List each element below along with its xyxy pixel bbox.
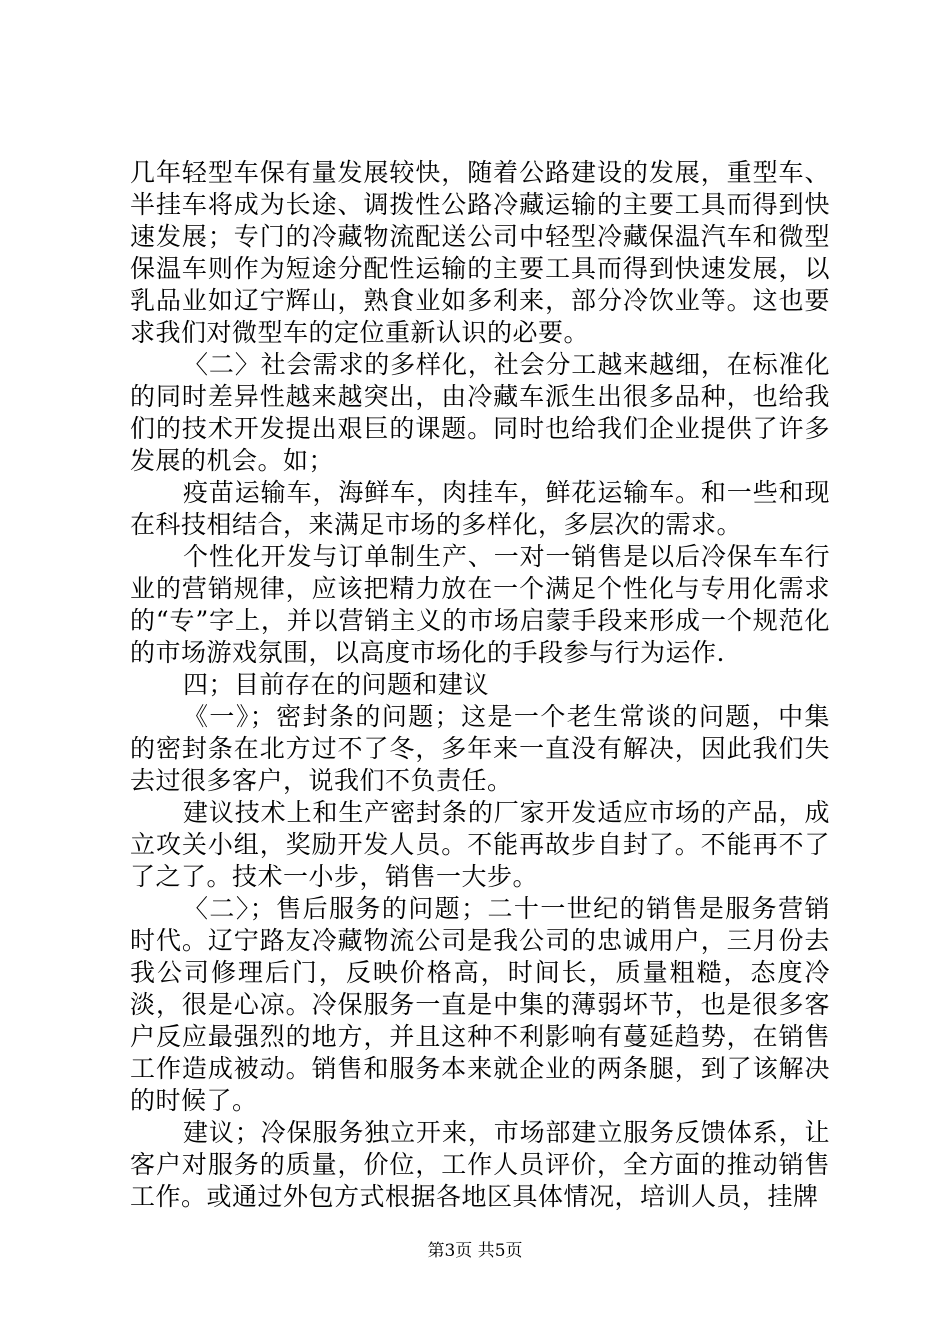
paragraph-6: 《一》；密封条的问题；这是一个老生常谈的问题，中集的密封条在北方过不了冬，多年来一直没有解决，因此我们失去过很多客户，说我们不负责任。 <box>130 702 830 795</box>
paragraph-2: 〈二〉社会需求的多样化，社会分工越来越细，在标准化的同时差异性越来越突出，由冷藏车派生出很多品种，也给我们的技术开发提出艰巨的课题。同时也给我们企业提供了许多发展的机会。如； <box>130 350 830 475</box>
paragraph-9: 建议；冷保服务独立开来，市场部建立服务反馈体系，让客户对服务的质量，价位，工作人员评价，全方面的推动销售工作。或通过外包方式根据各地区具体情况，培训人员，挂牌 <box>130 1118 830 1211</box>
paragraph-1: 几年轻型车保有量发展较快，随着公路建设的发展，重型车、半挂车将成为长途、调拨性公路冷藏运输的主要工具而得到快速发展；专门的冷藏物流配送公司中轻型冷藏保温汽车和微型保温车则作为短途分配性运输的主要工具而得到快速发展，以乳品业如辽宁辉山，熟食业如多利来，部分冷饮业等。这也要求我们对微型车的定位重新认识的必要。 <box>130 158 830 347</box>
paragraph-8: 〈二〉；售后服务的问题；二十一世纪的销售是服务营销时代。辽宁路友冷藏物流公司是我公司的忠诚用户，三月份去我公司修理后门，反映价格高，时间长，质量粗糙，态度冷淡，很是心凉。冷保服务一直是中集的薄弱坏节，也是很多客户反应最强烈的地方，并且这种不利影响有蔓延趋势，在销售工作造成被动。销售和服务本来就企业的两条腿，到了该解决的时候了。 <box>130 894 830 1115</box>
section-heading-4: 四；目前存在的问题和建议 <box>183 670 490 699</box>
document-body <box>130 157 830 1213</box>
paragraph-3: 疫苗运输车，海鲜车，肉挂车，鲜花运输车。和一些和现在科技相结合，来满足市场的多样化，多层次的需求。 <box>130 478 830 539</box>
paragraph-4: 个性化开发与订单制生产、一对一销售是以后冷保车车行业的营销规律，应该把精力放在一个满足个性化与专用化需求的“专”字上，并以营销主义的市场启蒙手段来形成一个规范化的市场游戏氛围，以高度市场化的手段参与行为运作. <box>130 542 830 667</box>
page-number-footer: 第3页 共5页 <box>427 1241 523 1261</box>
paragraph-7: 建议技术上和生产密封条的厂家开发适应市场的产品，成立攻关小组，奖励开发人员。不能再故步自封了。不能再不了了之了。技术一小步，销售一大步。 <box>130 798 830 891</box>
